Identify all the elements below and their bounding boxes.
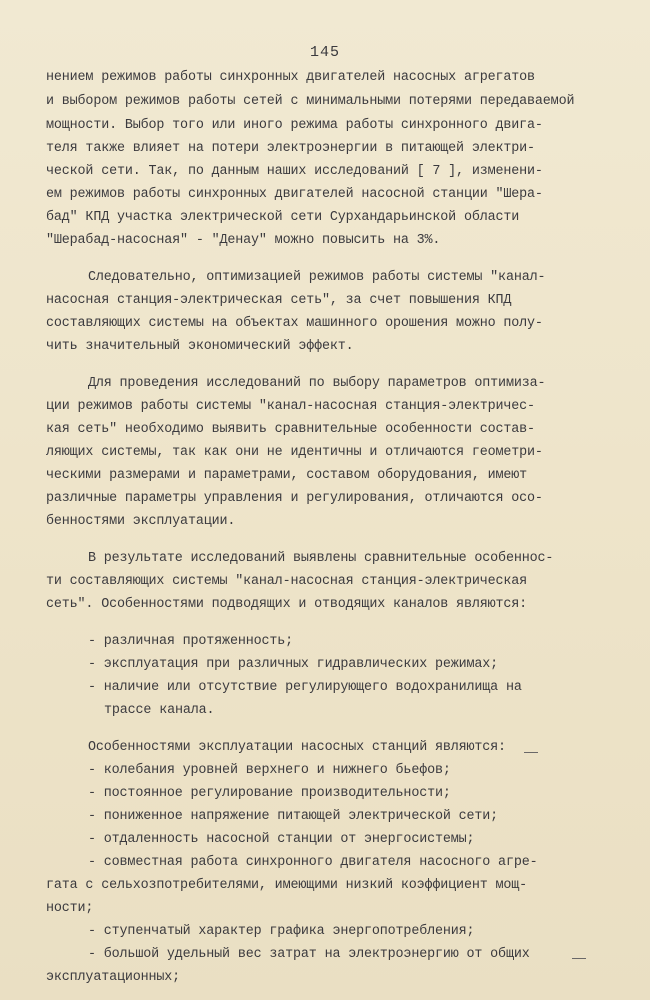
text-line: бад" КПД участка электрической сети Сурхандарьинской области [46, 210, 520, 225]
text-line: В результате исследований выявлены сравнительные особеннос- [88, 551, 554, 566]
text-line: ляющих системы, так как они не идентичны и отличаются геометри- [46, 445, 543, 460]
text-line: теля также влияет на потери электроэнергии в питающей электри- [46, 141, 535, 156]
list-item: - колебания уровней верхнего и нижнего бьефов; [88, 763, 451, 778]
list-item: - отдаленность насосной станции от энергосистемы; [88, 832, 475, 847]
text-line: Для проведения исследований по выбору параметров оптимиза- [88, 376, 546, 391]
text-line: различные параметры управления и регулирования, отличаются осо- [46, 491, 543, 506]
text-line: "Шерабад-насосная" - "Денау" можно повысить на 3%. [46, 233, 441, 248]
list-item: ности; [46, 901, 94, 916]
text-line: насосная станция-электрическая сеть", за счет повышения КПД [46, 293, 512, 308]
text-line: составляющих системы на объектах машинного орошения можно полу- [46, 316, 543, 331]
list-item: - пониженное напряжение питающей электрической сети; [88, 809, 499, 824]
text-line: ческой сети. Так, по данным наших исследований [ 7 ], изменени- [46, 164, 543, 179]
text-line: бенностями эксплуатации. [46, 514, 236, 529]
list-item: трассе канала. [104, 703, 215, 718]
list-item: - ступенчатый характер графика энергопотребления; [88, 924, 475, 939]
list-item: - большой удельный вес затрат на электроэнергию от общих [88, 947, 530, 962]
margin-mark [524, 752, 538, 753]
text-line: ческими размерами и параметрами, составом оборудования, имеют [46, 468, 528, 483]
list-item: - наличие или отсутствие регулирующего водохранилища на [88, 680, 522, 695]
list-item: - совместная работа синхронного двигателя насосного агре- [88, 855, 538, 870]
text-line: Следовательно, оптимизацией режимов работы системы "канал- [88, 270, 546, 285]
text-line: ции режимов работы системы "канал-насосная станция-электричес- [46, 399, 535, 414]
text-line: ти составляющих системы "канал-насосная станция-электрическая [46, 574, 528, 589]
list-item: - эксплуатация при различных гидравлических режимах; [88, 657, 499, 672]
text-line: ем режимов работы синхронных двигателей насосной станции "Шера- [46, 187, 543, 202]
list-item: - различная протяженность; [88, 634, 294, 649]
list-item: - постоянное регулирование производительности; [88, 786, 451, 801]
text-line: мощности. Выбор того или иного режима работы синхронного двига- [46, 118, 543, 133]
list-item: эксплуатационных; [46, 970, 181, 985]
text-line: сеть". Особенностями подводящих и отводящих каналов являются: [46, 597, 528, 612]
text-line: чить значительный экономический эффект. [46, 339, 354, 354]
text-line: и выбором режимов работы сетей с минимальными потерями передаваемой [46, 94, 575, 109]
margin-mark [572, 958, 586, 959]
text-line: нением режимов работы синхронных двигателей насосных агрегатов [46, 70, 535, 85]
text-line: Особенностями эксплуатации насосных станций являются: [88, 740, 506, 755]
list-item: гата с сельхозпотребителями, имеющими низкий коэффициент мощ- [46, 878, 528, 893]
text-line: кая сеть" необходимо выявить сравнительные особенности состав- [46, 422, 535, 437]
page-number: 145 [309, 44, 340, 61]
